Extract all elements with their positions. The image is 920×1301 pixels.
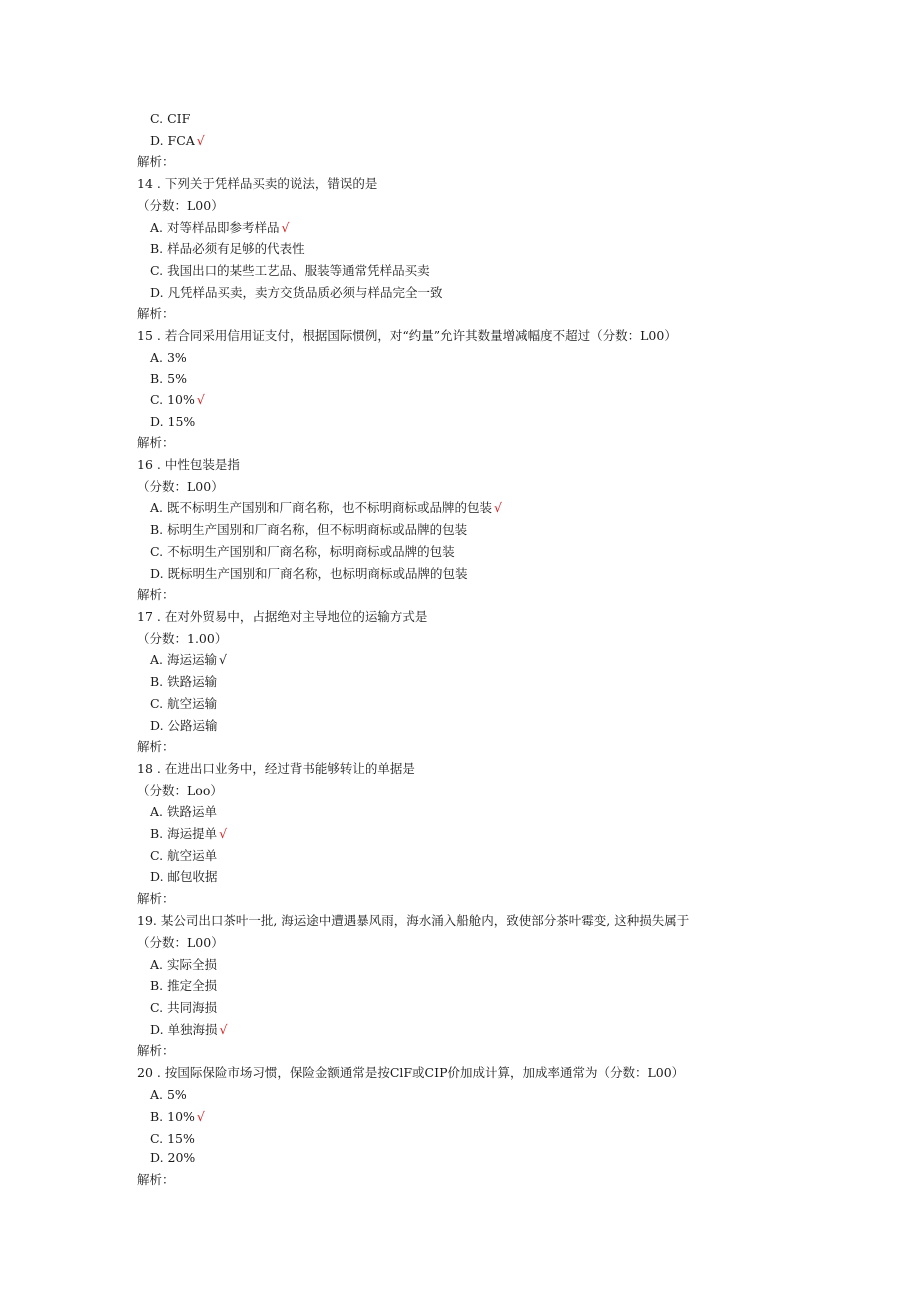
question-text (137, 176, 377, 192)
answer-option (150, 1000, 217, 1016)
question-text (137, 457, 240, 473)
answer-option (150, 1150, 195, 1166)
question-score (137, 479, 224, 495)
answer-option-label: C. 不标明生产国别和厂商名称，标明商标或品牌的包装 (150, 544, 455, 559)
answer-option (150, 414, 195, 430)
answer-option-label: B. 推定全损 (150, 978, 218, 993)
answer-option-label: A. 海运运输 (150, 652, 217, 667)
answer-option-label: D. 15% (150, 414, 196, 429)
answer-option-label: D. 单独海损 (150, 1022, 218, 1037)
answer-option-label: C. 10% (150, 392, 195, 407)
analysis-label (137, 435, 175, 451)
analysis-label-label: 解析： (137, 435, 175, 450)
question-text-label: 17 . 在对外贸易中，占据绝对主导地位的运输方式是 (137, 609, 428, 624)
answer-option (150, 263, 430, 279)
question-score-label: （分数：L00） (137, 479, 224, 494)
answer-option-label: D. 既标明生产国别和厂商名称，也标明商标或品牌的包装 (150, 566, 468, 581)
answer-option-label: D. 公路运输 (150, 718, 218, 733)
question-score-label: （分数：L00） (137, 198, 224, 213)
answer-option-label: B. 海运提单 (150, 826, 218, 841)
question-score (137, 631, 227, 647)
question-text (137, 761, 415, 777)
question-score-label: （分数：L00） (137, 935, 224, 950)
answer-option-label: A. 3% (150, 350, 187, 365)
correct-check-icon: √ (218, 652, 227, 667)
analysis-label-label: 解析： (137, 891, 175, 906)
answer-option-label: B. 5% (150, 371, 187, 386)
correct-check-icon: √ (281, 220, 290, 235)
answer-option (150, 133, 205, 149)
analysis-label (137, 891, 175, 907)
question-text (137, 328, 677, 344)
answer-option-label: A. 既不标明生产国别和厂商名称，也不标明商标或品牌的包装 (150, 500, 492, 515)
analysis-label-label: 解析： (137, 1172, 175, 1187)
answer-option-label: B. 铁路运输 (150, 674, 218, 689)
question-score (137, 783, 223, 799)
answer-option (150, 285, 443, 301)
answer-option (150, 371, 187, 387)
answer-option-label: A. 铁路运单 (150, 804, 217, 819)
answer-option (150, 1131, 195, 1147)
answer-option-label: C. 15% (150, 1131, 195, 1146)
analysis-label (137, 1043, 175, 1059)
answer-option (150, 718, 218, 734)
answer-option (150, 957, 217, 973)
answer-option (150, 978, 217, 994)
answer-option (150, 652, 227, 668)
question-score-label: （分数：Loo） (137, 783, 223, 798)
analysis-label-label: 解析： (137, 1043, 175, 1058)
correct-check-icon: √ (196, 392, 205, 407)
answer-option (150, 350, 187, 366)
analysis-label (137, 1172, 175, 1188)
analysis-label (137, 154, 175, 170)
answer-option (150, 566, 468, 582)
answer-option-label: D. 凡凭样品买卖，卖方交货品质必须与样品完全一致 (150, 285, 443, 300)
correct-check-icon: √ (493, 500, 502, 515)
answer-option (150, 869, 218, 885)
answer-option-label: C. 航空运输 (150, 696, 218, 711)
correct-check-icon: √ (219, 826, 228, 841)
answer-option (150, 1087, 187, 1103)
analysis-label-label: 解析： (137, 587, 175, 602)
question-score (137, 935, 224, 951)
answer-option-label: D. 邮包收据 (150, 869, 218, 884)
analysis-label-label: 解析： (137, 739, 175, 754)
answer-option-label: C. CIF (150, 111, 191, 126)
answer-option-label: B. 标明生产国别和厂商名称，但不标明商标或品牌的包装 (150, 522, 468, 537)
question-score (137, 198, 224, 214)
analysis-label-label: 解析： (137, 306, 175, 321)
answer-option-label: C. 我国出口的某些工艺品、服装等通常凭样品买卖 (150, 263, 430, 278)
correct-check-icon: √ (196, 133, 205, 148)
answer-option (150, 241, 305, 257)
question-text (137, 1065, 684, 1081)
analysis-label-label: 解析： (137, 154, 175, 169)
answer-option (150, 522, 467, 538)
analysis-label (137, 739, 175, 755)
answer-option (150, 500, 502, 516)
answer-option (150, 392, 205, 408)
answer-option-label: D. FCA (150, 133, 195, 148)
question-text (137, 913, 689, 929)
answer-option (150, 696, 217, 712)
analysis-label (137, 587, 175, 603)
question-text (137, 609, 427, 625)
answer-option-label: A. 实际全损 (150, 957, 217, 972)
answer-option-label: A. 对等样品即参考样品 (150, 220, 280, 235)
answer-option (150, 1022, 228, 1038)
answer-option-label: B. 样品必须有足够的代表性 (150, 241, 305, 256)
answer-option (150, 848, 217, 864)
answer-option (150, 674, 217, 690)
answer-option (150, 220, 289, 236)
answer-option-label: D. 20% (150, 1150, 196, 1165)
correct-check-icon: √ (196, 1109, 205, 1124)
answer-option (150, 111, 190, 127)
analysis-label (137, 306, 175, 322)
question-text-label: 18 . 在进出口业务中，经过背书能够转让的单据是 (137, 761, 415, 776)
question-text-label: 19. 某公司出口茶叶一批, 海运途中遭遇暴风雨，海水涌入船舱内，致使部分茶叶霉变, 这种损失属于 (137, 913, 690, 928)
question-text-label: 14 . 下列关于凭样品买卖的说法，错误的是 (137, 176, 378, 191)
correct-check-icon: √ (219, 1022, 228, 1037)
answer-option-label: C. 共同海损 (150, 1000, 218, 1015)
answer-option (150, 1109, 205, 1125)
question-score-label: （分数：1.00） (137, 631, 228, 646)
question-text-label: 16 . 中性包装是指 (137, 457, 240, 472)
answer-option-label: A. 5% (150, 1087, 187, 1102)
answer-option-label: C. 航空运单 (150, 848, 218, 863)
question-text-label: 15 . 若合同采用信用证支付，根据国际惯例，对“约量”允许其数量增减幅度不超过（分数：L00） (137, 328, 677, 343)
answer-option (150, 804, 217, 820)
answer-option (150, 826, 227, 842)
question-text-label: 20 . 按国际保险市场习惯，保险金额通常是按ClF或CIP价加成计算，加成率通常为（分数：L00） (137, 1065, 685, 1080)
answer-option-label: B. 10% (150, 1109, 195, 1124)
answer-option (150, 544, 455, 560)
